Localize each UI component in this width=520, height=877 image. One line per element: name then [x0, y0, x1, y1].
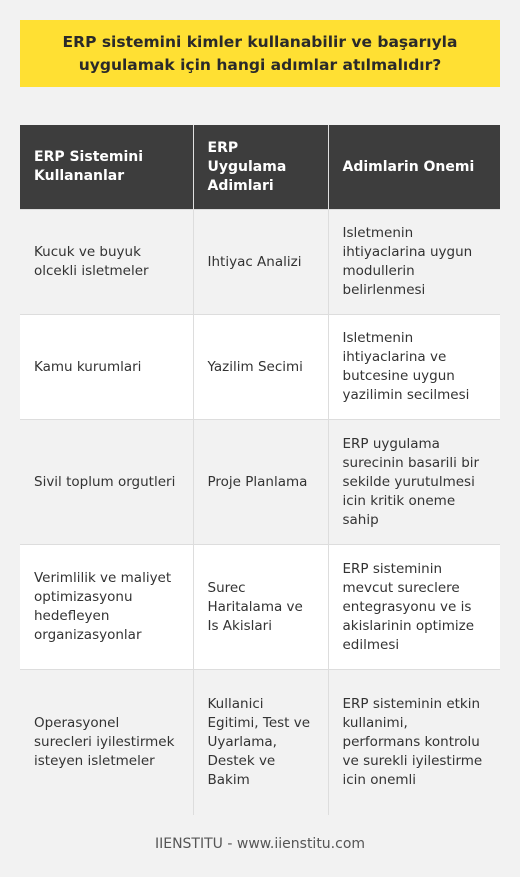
table-cell: ERP sisteminin mevcut sureclere entegrasyonu ve is akislarinin optimize edilmesi	[328, 545, 500, 670]
table-row	[20, 670, 500, 816]
column-header-steps: ERP Uygulama Adimlari	[193, 125, 328, 210]
erp-table	[20, 125, 500, 815]
table-cell: Ihtiyac Analizi	[193, 210, 328, 315]
table-cell: ERP uygulama surecinin basarili bir sekilde yurutulmesi icin kritik oneme sahip	[328, 420, 500, 545]
page-title-text: ERP sistemini kimler kullanabilir ve başarıyla uygulamak için hangi adımlar atılmalıdır?	[62, 32, 458, 74]
table-row	[20, 545, 500, 670]
table-row	[20, 210, 500, 315]
table-cell: Isletmenin ihtiyaclarina uygun modullerin belirlenmesi	[328, 210, 500, 315]
table-header-row	[20, 125, 500, 210]
table-cell: Sivil toplum orgutleri	[20, 420, 193, 545]
table-cell: Surec Haritalama ve Is Akislari	[193, 545, 328, 670]
page-title	[20, 20, 500, 87]
column-header-users: ERP Sistemini Kullananlar	[20, 125, 193, 210]
table-row	[20, 420, 500, 545]
column-header-importance: Adimlarin Onemi	[328, 125, 500, 210]
table-cell: Operasyonel surecleri iyilestirmek isteyen isletmeler	[20, 670, 193, 816]
table-cell: Yazilim Secimi	[193, 315, 328, 420]
table-cell: Kamu kurumlari	[20, 315, 193, 420]
footer-credit: IIENSTITU - www.iienstitu.com	[154, 836, 366, 852]
table-cell: Kullanici Egitimi, Test ve Uyarlama, Destek ve Bakim	[193, 670, 328, 816]
table-row	[20, 315, 500, 420]
table-cell: Verimlilik ve maliyet optimizasyonu hedefleyen organizasyonlar	[20, 545, 193, 670]
table-cell: Isletmenin ihtiyaclarina ve butcesine uygun yazilimin secilmesi	[328, 315, 500, 420]
table-cell: Proje Planlama	[193, 420, 328, 545]
table-cell: Kucuk ve buyuk olcekli isletmeler	[20, 210, 193, 315]
table-cell: ERP sisteminin etkin kullanimi, performans kontrolu ve surekli iyilestirme icin onemli	[328, 670, 500, 816]
